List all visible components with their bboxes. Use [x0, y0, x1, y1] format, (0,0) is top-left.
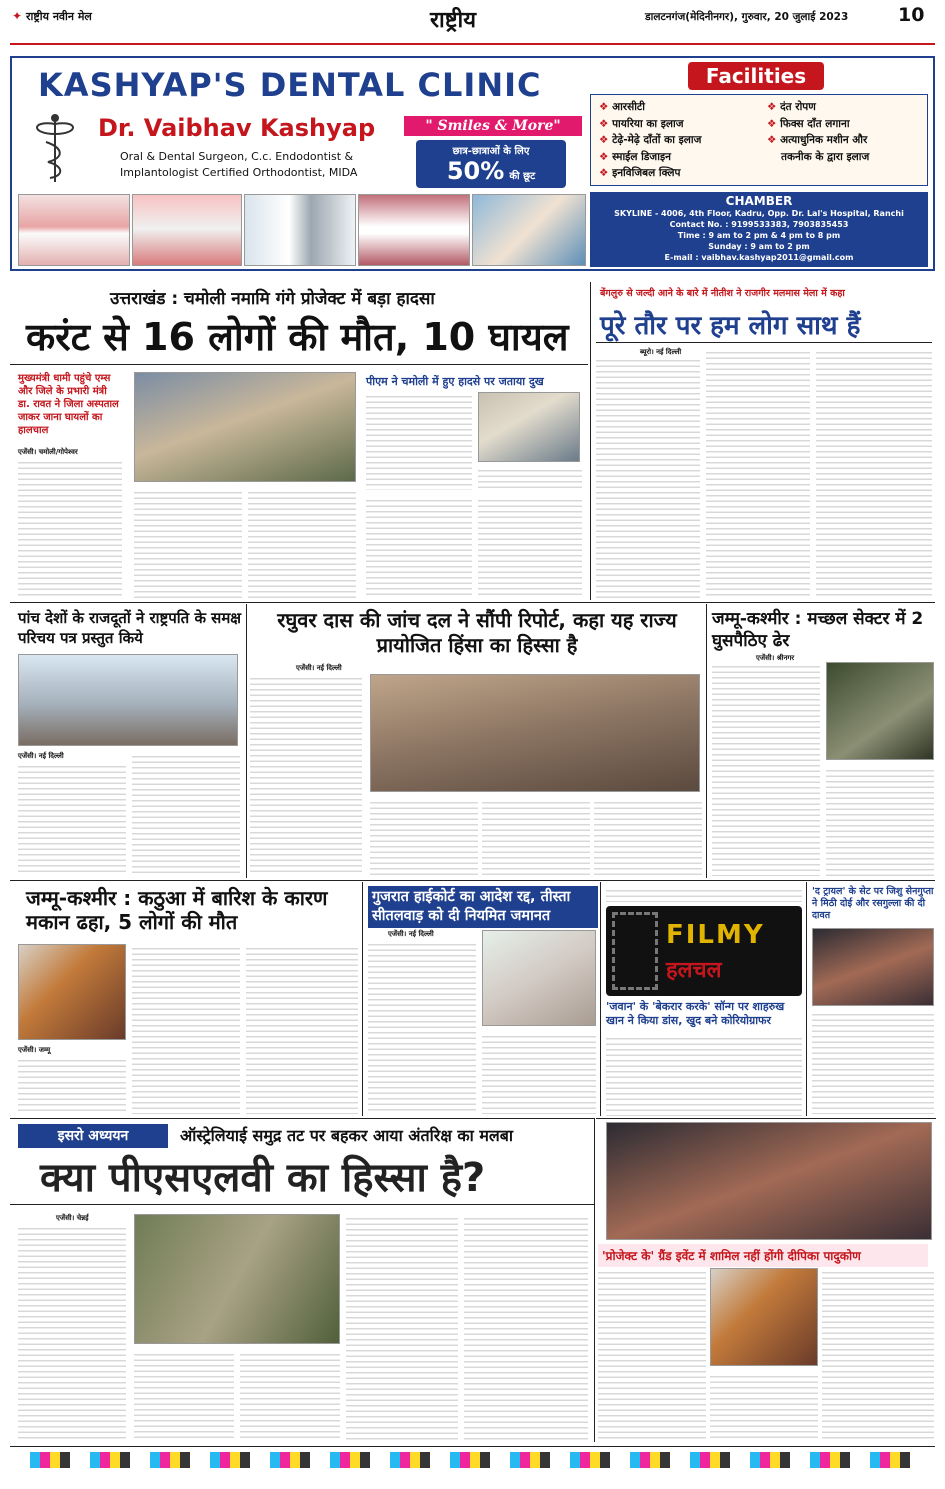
discount-suffix: की छूट	[509, 171, 536, 182]
facilities-left	[599, 99, 701, 182]
story1-col7	[478, 496, 582, 598]
story3-headline: पांच देशों के राजदूतों ने राष्ट्रपति के समक्ष परिचय पत्र प्रस्तुत किये	[18, 609, 242, 647]
story8-col5	[464, 1214, 588, 1440]
dental-photo-smile	[358, 194, 470, 266]
dental-photo-dentures	[18, 194, 130, 266]
story1-photo-hospital	[134, 372, 356, 482]
story4-byline: एजेंसी। नई दिल्ली	[296, 664, 342, 672]
filmy-photo-deepika	[710, 1268, 818, 1366]
page-number: 10	[898, 4, 925, 26]
story2-col1	[596, 356, 700, 598]
story1-side-head: मुख्यमंत्री धामी पहुंचे एम्स और जिले के प्रभारी मंत्री डा. रावत ने जिला अस्पताल जाकर जाना घायलों का हालचाल	[18, 373, 119, 436]
story8-photo-debris	[134, 1214, 340, 1344]
story1-kicker: उत्तराखंड : चमोली नमामि गंगे प्रोजेक्ट में बड़ा हादसा	[110, 289, 435, 309]
story5-col2	[826, 766, 934, 876]
story1-photo-pm	[478, 392, 580, 462]
story8-col3	[240, 1350, 340, 1440]
story5-photo-soldiers	[826, 662, 934, 760]
story1-byline: एजेंसी। चमोली/गोपेश्वर	[18, 448, 78, 456]
story3-byline: एजेंसी। नई दिल्ली	[18, 752, 64, 760]
paper-logo-icon: ✦	[12, 9, 23, 23]
chamber-title: CHAMBER	[725, 194, 793, 208]
story5-headline: जम्मू-कश्मीर : मच्छल सेक्टर में 2 घुसपैठिए ढेर	[712, 609, 924, 651]
story8-byline: एजेंसी। चेन्नई	[56, 1214, 89, 1222]
facility-item: ❖ फिक्स दाँत लगाना	[767, 117, 850, 130]
dental-clinic-ad	[10, 56, 935, 271]
filmy-logo	[606, 906, 802, 996]
story2-byline: ब्यूरो। नई दिल्ली	[640, 348, 682, 356]
story8-col4	[346, 1214, 458, 1440]
paper-name: राष्ट्रीय नवीन मेल	[26, 10, 92, 23]
dental-photo-patient	[472, 194, 586, 266]
filmy-col3	[606, 1034, 802, 1116]
student-offer: छात्र-छात्राओं के लिए	[452, 146, 530, 157]
color-registration-strip	[30, 1452, 910, 1468]
story3-col2	[132, 752, 240, 876]
filmy-deepika-head: 'प्रोजेक्ट के' ग्रैंड इवेंट में शामिल नहीं होंगी दीपिका पादुकोण	[598, 1244, 928, 1267]
filmy-photo-jishu	[812, 928, 934, 1006]
story4-col2	[370, 798, 478, 876]
chamber-box	[590, 192, 928, 267]
story6-headline: जम्मू-कश्मीर : कठुआ में बारिश के कारण मकान ढहा, 5 लोगों की मौत	[26, 886, 328, 934]
facility-item: ❖ स्माईल डिजाइन	[599, 150, 671, 163]
facility-item: ❖ दंत रोपण	[767, 101, 816, 113]
facilities-title: Facilities	[705, 64, 807, 88]
story5-byline: एजेंसी। श्रीनगर	[756, 654, 795, 662]
story8-col2	[134, 1350, 234, 1440]
story1-col6	[366, 496, 472, 598]
discount-value: 50%	[446, 157, 505, 185]
doctor-name: Dr. Vaibhav Kashyap	[98, 114, 376, 142]
story4-headline: रघुवर दास की जांच दल ने सौंपी रिपोर्ट, कहा यह राज्य प्रायोजित हिंसा का हिस्सा है	[277, 608, 677, 657]
facility-item: ❖ अत्याधुनिक मशीन और	[767, 134, 868, 146]
story8-col1	[18, 1224, 126, 1440]
story4-col1	[250, 674, 362, 876]
story1-col5	[478, 466, 582, 490]
filmy-col2	[812, 1010, 934, 1114]
chamber-line: Sunday : 9 am to 2 pm	[708, 242, 810, 251]
story1-col4	[366, 392, 472, 490]
masthead-rule	[10, 43, 935, 45]
story6-byline: एजेंसी। जम्मू	[18, 1046, 51, 1054]
filmy-photo-srk-dance	[606, 1122, 932, 1240]
facility-item: ❖ आरसीटी	[599, 101, 645, 113]
story4-photo-meeting	[370, 674, 700, 792]
story2-headline: पूरे तौर पर हम लोग साथ हैं	[600, 311, 861, 341]
chamber-line: SKYLINE - 4006, 4th Floor, Kadru, Opp. Dr. Lal's Hospital, Ranchi	[614, 209, 904, 218]
filmy-side-head: 'द ट्रायल' के सेट पर जिशु सेनगुप्ता ने मिठी दोई और रसगुल्ला की दी दावत	[812, 886, 934, 921]
story1-headline: करंट से 16 लोगों की मौत, 10 घायल	[26, 315, 569, 359]
story5-col1	[712, 662, 820, 876]
chamber-line: E-mail : vaibhav.kashyap2011@gmail.com	[664, 253, 854, 262]
facility-item: ❖ टेढ़े-मेढ़े दाँतों का इलाज	[599, 134, 702, 146]
story8-headline: क्या पीएसएलवी का हिस्सा है?	[40, 1155, 486, 1201]
story2-col2	[706, 348, 810, 598]
story2-col3	[816, 348, 932, 598]
filmy-col1	[606, 886, 802, 902]
chamber-line: Time : 9 am to 2 pm & 4 pm to 8 pm	[677, 231, 841, 240]
story4-col3	[482, 798, 590, 876]
caduceus-icon	[26, 112, 84, 184]
story8-kicker: ऑस्ट्रेलियाई समुद्र तट पर बहकर आया अंतरिक्ष का मलबा	[180, 1126, 514, 1145]
filmy-col4	[598, 1268, 706, 1440]
filmy-col5	[710, 1372, 818, 1440]
story7-byline: एजेंसी। नई दिल्ली	[388, 930, 434, 938]
story2-kicker: बेंगलुरु से जल्दी आने के बारे में नीतीश ने राजगीर मलमास मेला में कहा	[600, 288, 845, 299]
facility-item: ❖ पायरिया का इलाज	[599, 117, 684, 130]
tagline: " Smiles & More"	[425, 118, 561, 134]
filmy-col6	[822, 1268, 934, 1440]
filmy-logo-top: FILMY	[666, 920, 765, 950]
dental-photo-teeth	[132, 194, 242, 266]
chamber-line: Contact No. : 9199533383, 7903835453	[669, 220, 849, 229]
section-title: राष्ट्रीय	[430, 8, 477, 33]
story6-col1	[18, 1056, 126, 1114]
film-reel-icon	[612, 912, 658, 990]
story7-col2	[482, 1032, 596, 1114]
filmy-logo-bottom: हलचल	[666, 958, 722, 983]
offer-box	[416, 140, 566, 188]
story3-photo-president	[18, 654, 238, 746]
story1-col1	[18, 458, 122, 598]
story1-col3	[248, 488, 356, 598]
facility-item: ❖ इनविजिबल क्लिप	[599, 167, 681, 179]
dateline: डालटनगंज(मेदिनीनगर), गुरुवार, 20 जुलाई 2023	[645, 11, 849, 23]
clinic-name: KASHYAP'S DENTAL CLINIC	[38, 66, 542, 104]
story6-photo-collapse	[18, 944, 126, 1040]
facilities-title-box	[688, 62, 824, 90]
story3-col1	[18, 762, 126, 876]
story7-photo-teesta	[482, 930, 596, 1026]
story6-col3	[246, 944, 358, 1114]
story1-col2	[134, 488, 242, 598]
dental-photo-implant	[244, 194, 356, 266]
story7-col1	[368, 940, 476, 1114]
story7-headline: गुजरात हाईकोर्ट का आदेश रद्द, तीस्ता सीतलवाड़ को दी नियमित जमानत	[368, 886, 598, 928]
facilities-box	[590, 94, 928, 186]
story8-label: इसरो अध्ययन	[57, 1128, 129, 1144]
facility-item: तकनीक के द्वारा इलाज	[781, 150, 870, 163]
story4-col4	[594, 798, 702, 876]
tagline-box	[404, 116, 582, 136]
filmy-headline: 'जवान' के 'बेकरार करके' सॉन्ग पर शाहरुख खान ने किया डांस, खुद बने कोरियोग्राफर	[606, 1000, 785, 1027]
story8-label-box	[18, 1124, 168, 1148]
facilities-right	[767, 99, 869, 165]
doctor-desc-1: Oral & Dental Surgeon, C.c. Endodontist &	[120, 150, 354, 163]
story6-col2	[132, 944, 240, 1114]
story1-sub-head: पीएम ने चमोली में हुए हादसे पर जताया दुख	[366, 375, 544, 388]
doctor-desc-2: Implantologist Certified Orthodontist, MIDA	[120, 166, 358, 179]
